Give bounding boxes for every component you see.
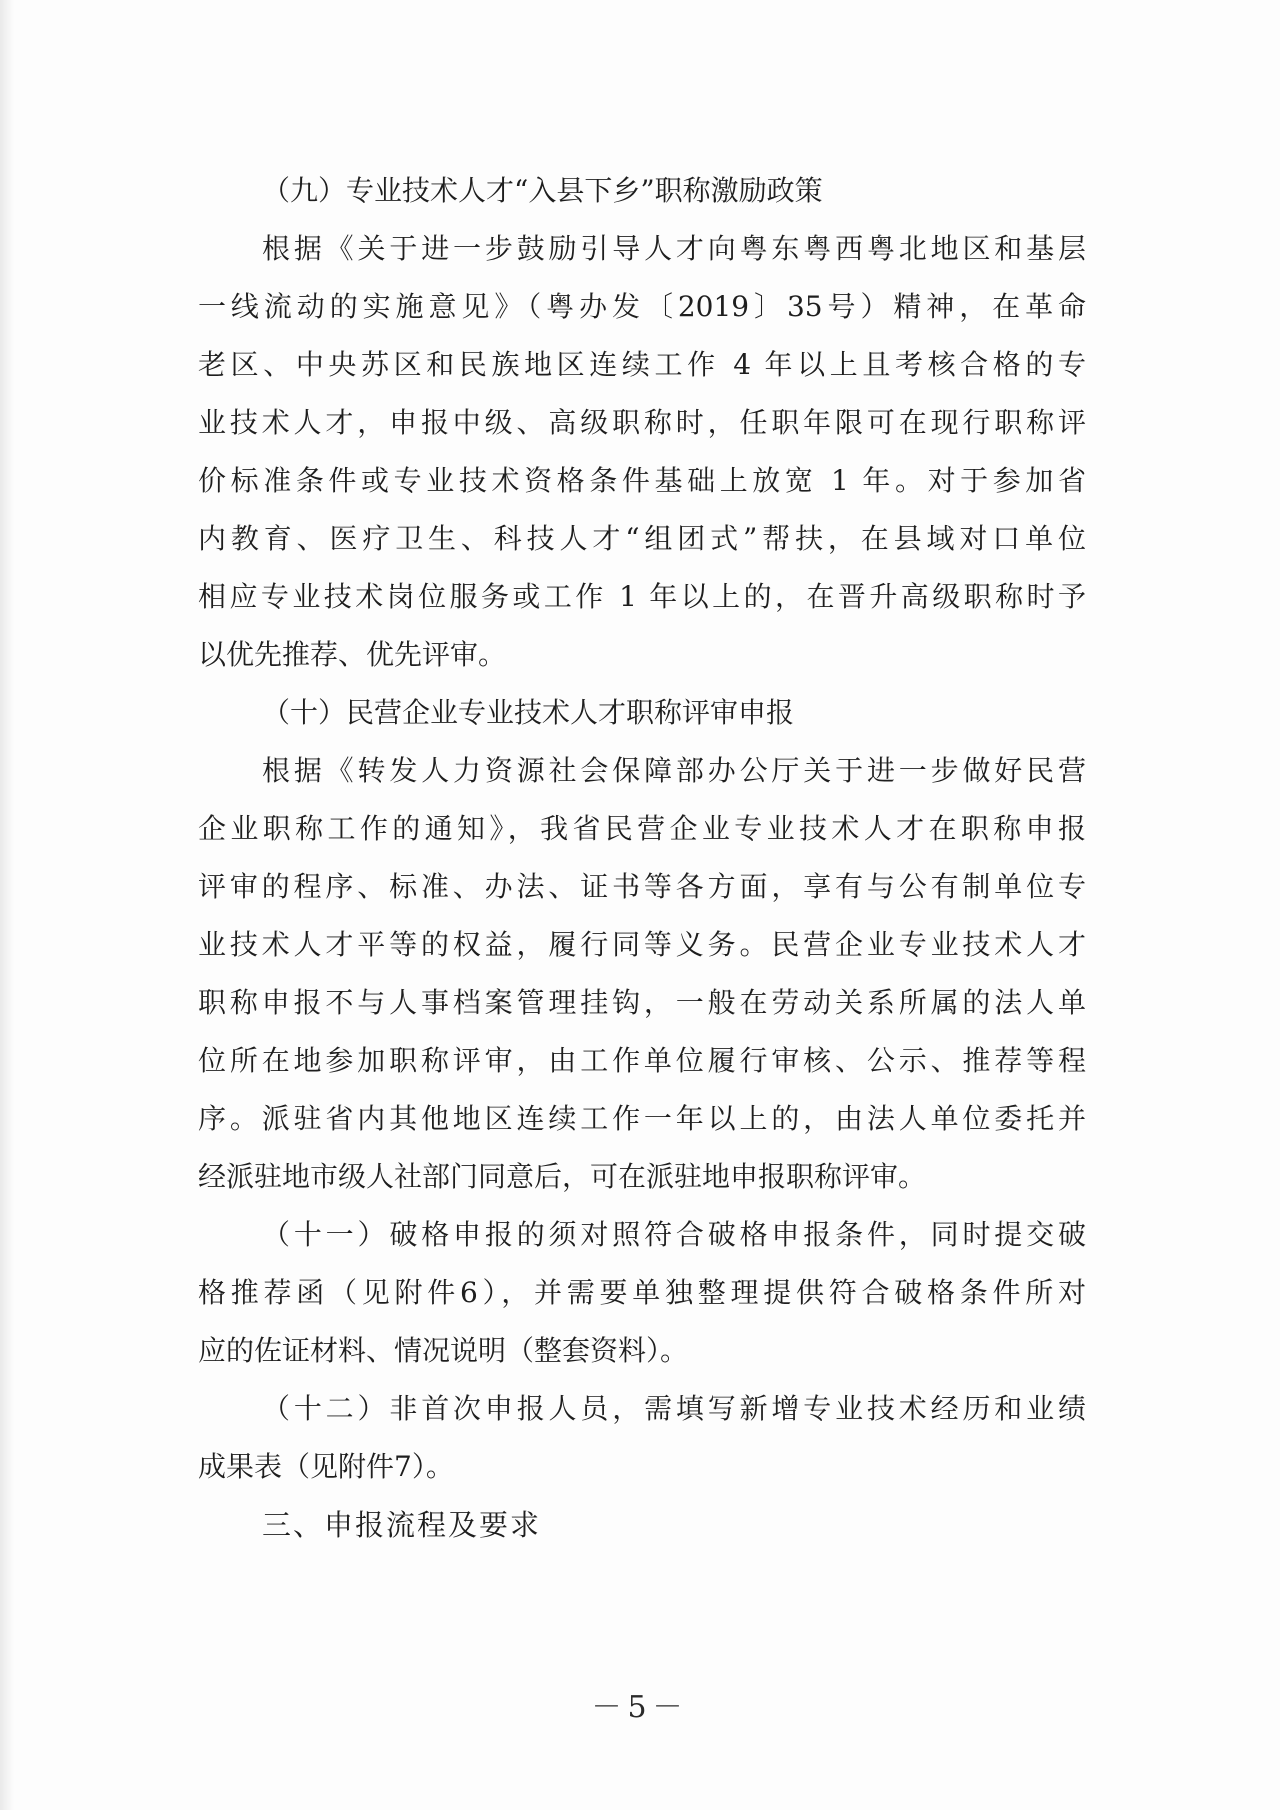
- section-9-line-2: 一线流动的实施意见》（粤办发〔2019〕35号）精神，在革命: [198, 290, 1086, 323]
- scan-edge-shadow: [0, 0, 14, 1810]
- section-3-heading: 三、申报流程及要求: [262, 1508, 542, 1542]
- section-10-line-8: 经派驻地市级人社部门同意后，可在派驻地申报职称评审。: [198, 1160, 927, 1193]
- section-10-line-6: 位所在地参加职称评审，由工作单位履行审核、公示、推荐等程: [198, 1044, 1086, 1077]
- section-11-line-2: 格推荐函（见附件6），并需要单独整理提供符合破格条件所对: [198, 1276, 1086, 1309]
- section-9-line-6: 内教育、医疗卫生、科技人才“组团式”帮扶，在县域对口单位: [198, 522, 1086, 555]
- section-9-line-1: 根据《关于进一步鼓励引导人才向粤东粤西粤北地区和基层: [262, 232, 1086, 265]
- section-12-line-2: 成果表（见附件7）。: [198, 1450, 454, 1483]
- section-10-heading: （十）民营企业专业技术人才职称评审申报: [262, 696, 795, 729]
- section-11-line-1: （十一）破格申报的须对照符合破格申报条件，同时提交破: [262, 1218, 1086, 1251]
- section-12-line-1: （十二）非首次申报人员，需填写新增专业技术经历和业绩: [262, 1392, 1086, 1425]
- page-body: [198, 175, 1086, 1541]
- section-9-line-3: 老区、中央苏区和民族地区连续工作 4 年以上且考核合格的专: [198, 348, 1086, 381]
- section-10-line-3: 评审的程序、标准、办法、证书等各方面，享有与公有制单位专: [198, 870, 1086, 903]
- section-10-line-7: 序。派驻省内其他地区连续工作一年以上的，由法人单位委托并: [198, 1102, 1086, 1135]
- page-number: －5－: [591, 1690, 689, 1725]
- section-9-line-5: 价标准条件或专业技术资格条件基础上放宽 1 年。对于参加省: [198, 464, 1086, 497]
- section-9-line-7: 相应专业技术岗位服务或工作 1 年以上的，在晋升高级职称时予: [198, 580, 1086, 613]
- section-9-heading: （九）专业技术人才“入县下乡”职称激励政策: [262, 174, 823, 207]
- section-10-line-1: 根据《转发人力资源社会保障部办公厅关于进一步做好民营: [262, 754, 1086, 787]
- section-10-line-5: 职称申报不与人事档案管理挂钩，一般在劳动关系所属的法人单: [198, 986, 1086, 1019]
- section-11-line-3: 应的佐证材料、情况说明（整套资料）。: [198, 1334, 689, 1367]
- section-10-line-4: 业技术人才平等的权益，履行同等义务。民营企业专业技术人才: [198, 928, 1086, 961]
- section-9-line-8: 以优先推荐、优先评审。: [198, 638, 507, 671]
- section-10-line-2: 企业职称工作的通知》，我省民营企业专业技术人才在职称申报: [198, 812, 1086, 845]
- section-9-line-4: 业技术人才，申报中级、高级职称时，任职年限可在现行职称评: [198, 406, 1086, 439]
